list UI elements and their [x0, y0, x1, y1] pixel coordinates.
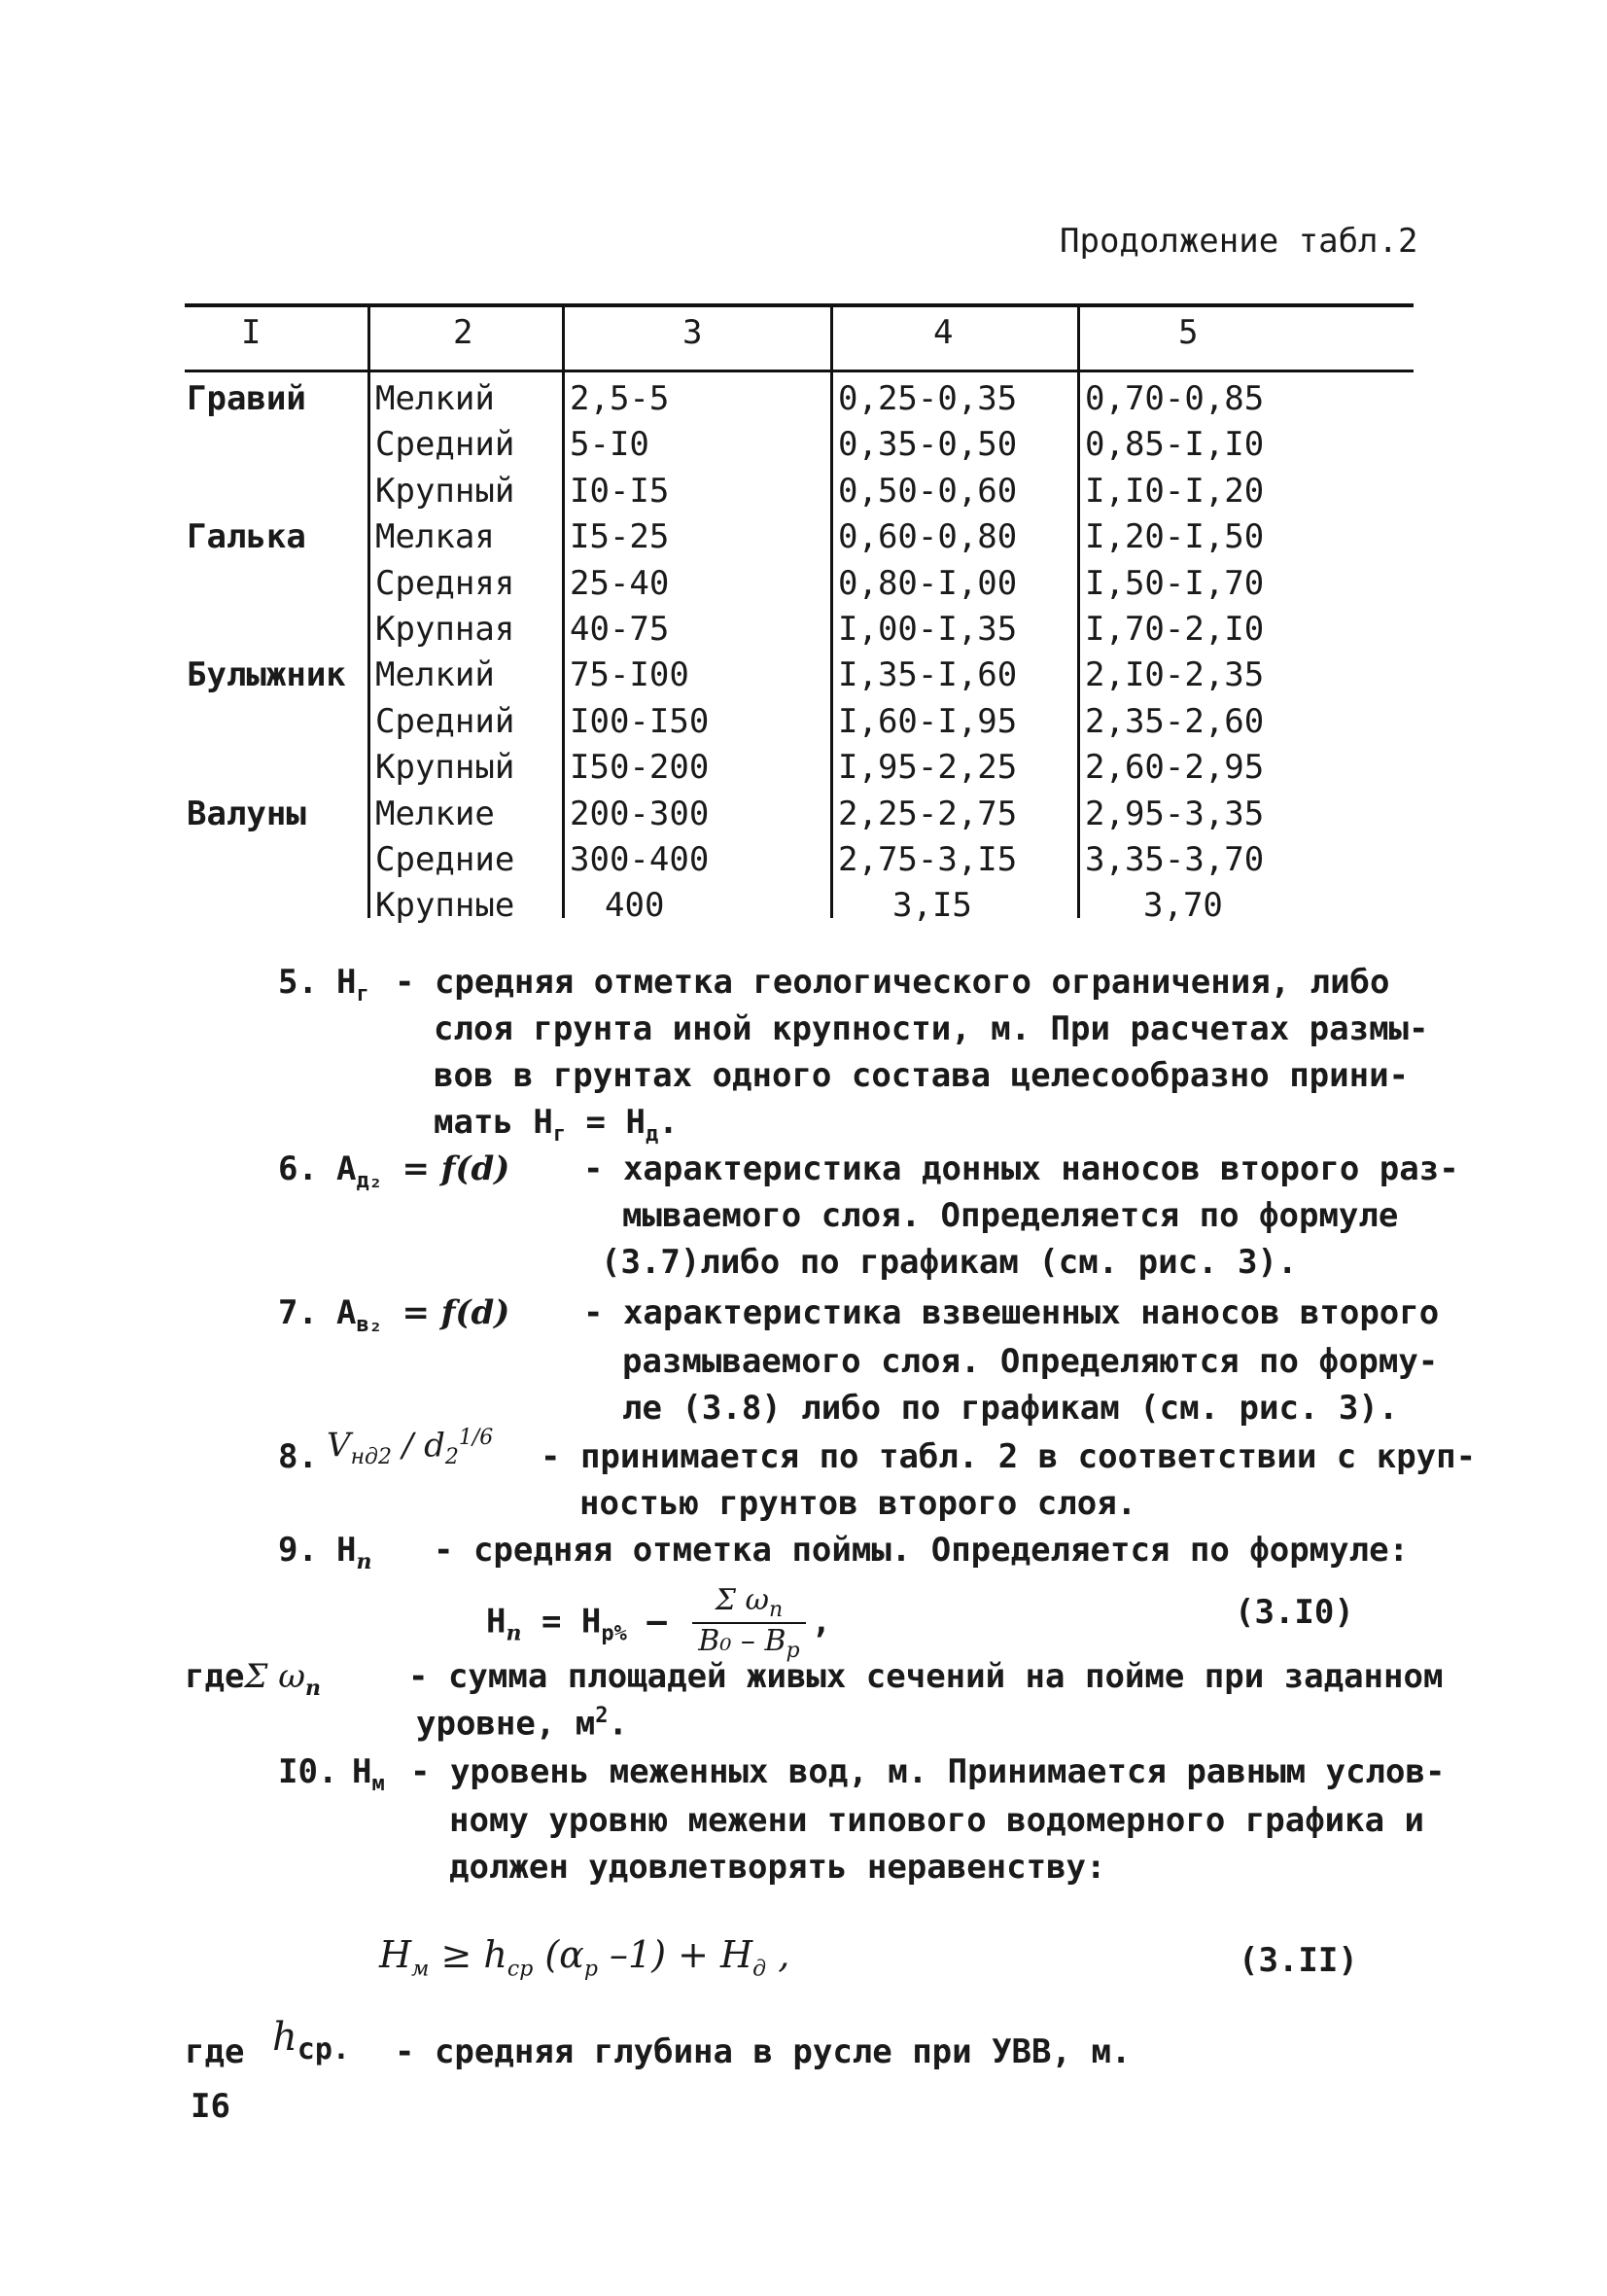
item-6-line-3: (3.7)либо по графикам (см. рис. 3). [601, 1243, 1298, 1282]
formula-3-11-tag: (3.II) [1239, 1941, 1358, 1980]
item-5-number: 5. [278, 963, 318, 1002]
table-cell-r8-c3: I00-I50 [570, 701, 710, 741]
item-7-line-3: ле (3.8) либо по графикам (см. рис. 3). [622, 1389, 1399, 1428]
table-cell-r7-c2: Мелкий [375, 655, 495, 695]
table-cell-r4-c4: 0,60-0,80 [838, 517, 1018, 557]
where-1-line-1: - сумма площадей живых сечений на пойме при заданном [408, 1657, 1444, 1696]
table-cell-r4-c3: I5-25 [570, 517, 670, 557]
table-cell-r6-c2: Крупная [375, 610, 515, 649]
table-cell-r12-c5: 3,70 [1143, 886, 1223, 926]
table-cell-r5-c2: Средняя [375, 563, 515, 603]
table-cell-r2-c3: 5-I0 [570, 425, 649, 465]
where-2-symbol: $h_{ср.}$ [272, 2015, 350, 2066]
table-cell-r1-c1: Гравий [187, 379, 306, 418]
table-cell-r11-c3: 300-400 [570, 840, 710, 879]
table-cell-r10-c3: 200-300 [570, 794, 710, 833]
item-5-symbol: $H_г$ [336, 963, 369, 1007]
item-8-line-1: - принимается по табл. 2 в соответствии с круп- [541, 1437, 1477, 1476]
table-cell-r8-c2: Средний [375, 701, 515, 741]
item-7-symbol: $A_{в_2} = f(d)$ [336, 1293, 510, 1337]
table-cell-r7-c1: Булыжник [187, 655, 346, 695]
item-8-number: 8. [278, 1437, 318, 1476]
table-cell-r2-c4: 0,35-0,50 [838, 425, 1018, 465]
col-header-5: 5 [1178, 313, 1199, 352]
table-cell-r6-c4: I,00-I,35 [838, 610, 1018, 649]
item-8-expression: $V_{нд2} / d_2^{1/6}$ [327, 1426, 494, 1470]
table-cell-r4-c2: Мелкая [375, 517, 495, 557]
item-5-line-1: - средняя отметка геологического ограничения, либо [395, 963, 1390, 1002]
col-header-4: 4 [933, 313, 954, 352]
col-header-3: 3 [682, 313, 703, 352]
where-2-label: где [185, 2032, 245, 2071]
table-cell-r11-c4: 2,75-3,I5 [838, 840, 1018, 879]
col-divider-3 [830, 307, 833, 918]
item-10-line-3: должен удовлетворять неравенству: [449, 1848, 1106, 1887]
table-cell-r5-c4: 0,80-I,00 [838, 563, 1018, 603]
table-cell-r12-c3: 400 [605, 886, 665, 926]
formula-3-10: $H_п = H_{р\%}$ – $\frac{\Sigma \omega_п}{B_0 - B_р}$ , [486, 1583, 832, 1663]
col-divider-2 [562, 307, 565, 918]
item-5-line-2: слоя грунта иной крупности, м. При расчетах размы- [434, 1009, 1429, 1048]
table-cell-r10-c4: 2,25-2,75 [838, 794, 1018, 833]
table-cell-r10-c1: Валуны [187, 794, 306, 833]
item-9-number: 9. [278, 1531, 318, 1570]
table-cell-r3-c2: Крупный [375, 471, 515, 511]
table-cell-r2-c2: Средний [375, 425, 515, 465]
table-cell-r9-c4: I,95-2,25 [838, 748, 1018, 788]
table-caption: Продолжение табл.2 [1060, 222, 1418, 261]
formula-3-10-tag: (3.I0) [1235, 1593, 1354, 1632]
item-10-line-2: ному уровню межени типового водомерного графика и [449, 1801, 1425, 1840]
table-cell-r3-c4: 0,50-0,60 [838, 471, 1018, 511]
col-header-1: I [241, 313, 262, 352]
table-cell-r12-c2: Крупные [375, 886, 515, 926]
item-8-line-2: ностью грунтов второго слоя. [579, 1484, 1137, 1523]
item-6-symbol: $A_{д_2} = f(d)$ [336, 1149, 510, 1193]
table-cell-r9-c5: 2,60-2,95 [1085, 748, 1265, 788]
item-5-line-4: мать $H_г = H_д$. [434, 1103, 679, 1147]
table-cell-r9-c2: Крупный [375, 748, 515, 788]
table-cell-r1-c5: 0,70-0,85 [1085, 379, 1265, 418]
table-cell-r7-c4: I,35-I,60 [838, 655, 1018, 695]
table-cell-r9-c3: I50-200 [570, 748, 710, 788]
table-cell-r6-c5: I,70-2,I0 [1085, 610, 1265, 649]
table-cell-r4-c5: I,20-I,50 [1085, 517, 1265, 557]
table-cell-r10-c2: Мелкие [375, 794, 495, 833]
item-9-line-1: - средняя отметка поймы. Определяется по формуле: [434, 1531, 1410, 1570]
table-cell-r3-c5: I,I0-I,20 [1085, 471, 1265, 511]
table-cell-r6-c3: 40-75 [570, 610, 670, 649]
table-cell-r5-c3: 25-40 [570, 563, 670, 603]
table-cell-r12-c4: 3,I5 [892, 886, 972, 926]
item-6-number: 6. [278, 1149, 318, 1188]
table-cell-r10-c5: 2,95-3,35 [1085, 794, 1265, 833]
table-cell-r8-c5: 2,35-2,60 [1085, 701, 1265, 741]
item-6-line-1: - характеристика донных наносов второго раз- [583, 1149, 1459, 1188]
table-cell-r4-c1: Галька [187, 517, 306, 557]
item-5-line-3: вов в грунтах одного состава целесообразно прини- [434, 1056, 1410, 1095]
item-10-line-1: - уровень меженных вод, м. Принимается равным услов- [410, 1752, 1446, 1791]
where-1-line-2: уровне, $м^2$. [416, 1704, 628, 1744]
col-divider-1 [367, 307, 370, 918]
col-divider-4 [1077, 307, 1080, 918]
formula-3-11: $H_м \ge h_{ср}$ ($\alpha_р$ $-1) + H_д$ , [379, 1933, 790, 1982]
table-cell-r2-c5: 0,85-I,I0 [1085, 425, 1265, 465]
item-10-symbol: $H_м$ [352, 1752, 385, 1796]
item-7-line-2: размываемого слоя. Определяются по форму- [622, 1342, 1439, 1381]
table-cell-r5-c5: I,50-I,70 [1085, 563, 1265, 603]
item-10-number: I0. [278, 1752, 338, 1791]
table-cell-r7-c5: 2,I0-2,35 [1085, 655, 1265, 695]
table-cell-r11-c2: Средние [375, 840, 515, 879]
table-cell-r8-c4: I,60-I,95 [838, 701, 1018, 741]
table-cell-r7-c3: 75-I00 [570, 655, 689, 695]
col-header-2: 2 [453, 313, 473, 352]
table-cell-r11-c5: 3,35-3,70 [1085, 840, 1265, 879]
item-7-number: 7. [278, 1293, 318, 1332]
where-1: гдеΣ $\omega_п$ [185, 1657, 321, 1701]
item-9-symbol: $H_п$ [336, 1531, 372, 1574]
item-6-line-2: мываемого слоя. Определяется по формуле [622, 1196, 1399, 1235]
table-cell-r1-c2: Мелкий [375, 379, 495, 418]
table-cell-r1-c4: 0,25-0,35 [838, 379, 1018, 418]
item-7-line-1: - характеристика взвешенных наносов второго [583, 1293, 1440, 1332]
where-2-line: - средняя глубина в русле при УВВ, м. [395, 2032, 1132, 2071]
table-cell-r3-c3: I0-I5 [570, 471, 670, 511]
table-cell-r1-c3: 2,5-5 [570, 379, 670, 418]
page-number: I6 [191, 2087, 230, 2126]
